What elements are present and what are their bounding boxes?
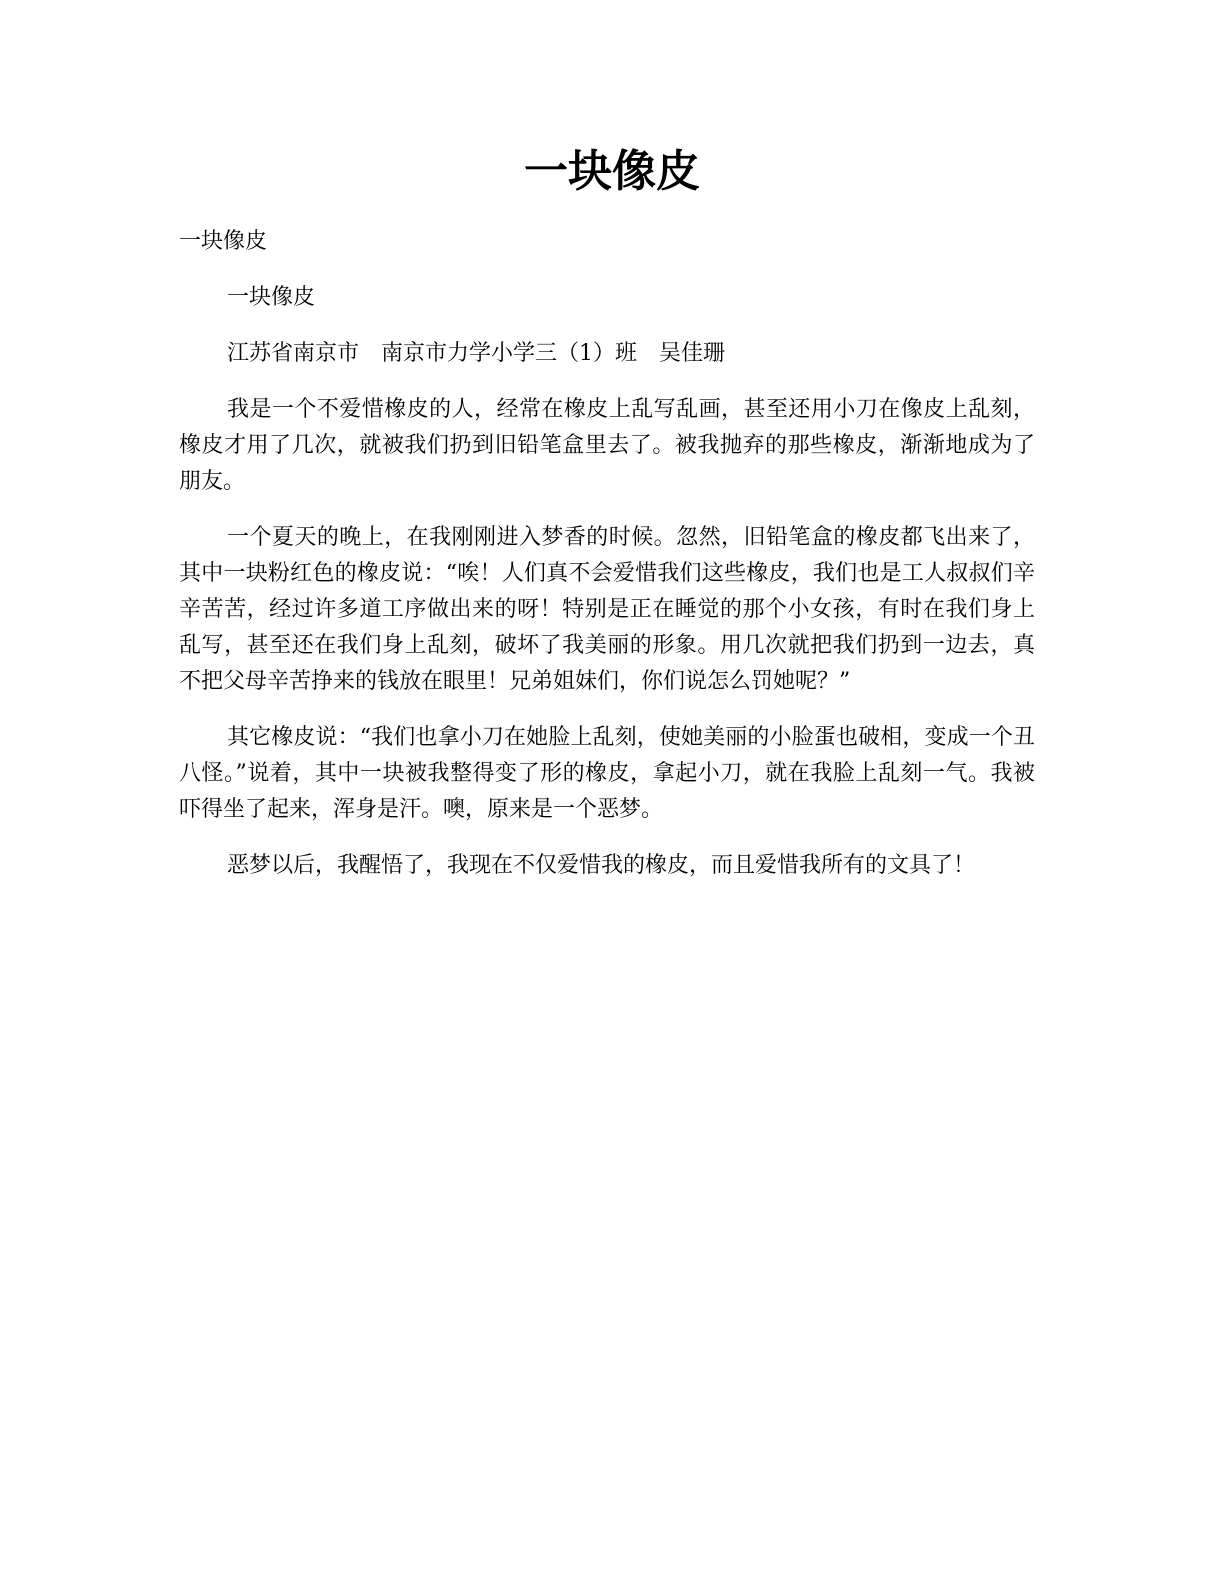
paragraph: 恶梦以后，我醒悟了，我现在不仅爱惜我的橡皮，而且爱惜我所有的文具了！ [227, 853, 976, 878]
document-body [179, 224, 1035, 904]
paragraph-author: 江苏省南京市 南京市力学小学三（1）班 吴佳珊 [227, 341, 725, 366]
paragraph: 我是一个不爱惜橡皮的人，经常在橡皮上乱写乱画，甚至还用小刀在像皮上乱刻，橡皮才用了几次，就被我们扔到旧铅笔盒里去了。被我抛弃的那些橡皮，渐渐地成为了朋友。 [179, 397, 1035, 494]
document-title: 一块像皮 [524, 146, 700, 197]
paragraph: 其它橡皮说：“我们也拿小刀在她脸上乱刻，使她美丽的小脸蛋也破相，变成一个丑八怪。”说着，其中一块被我整得变了形的橡皮，拿起小刀，就在我脸上乱刻一气。我被吓得坐了起来，浑身是汗。噢，原来是一个恶梦。 [179, 725, 1035, 822]
paragraph: 一个夏天的晚上，在我刚刚进入梦香的时候。忽然，旧铅笔盒的橡皮都飞出来了，其中一块粉红色的橡皮说：“唉！人们真不会爱惜我们这些橡皮，我们也是工人叔叔们辛辛苦苦，经过许多道工序做出来的呀！特别是正在睡觉的那个小女孩，有时在我们身上乱写，甚至还在我们身上乱刻，破坏了我美丽的形象。用几次就把我们扔到一边去，真不把父母辛苦挣来的钱放在眼里！兄弟姐妹们，你们说怎么罚她呢？” [179, 525, 1035, 694]
paragraph-heading: 一块像皮 [227, 285, 316, 310]
document-subtitle: 一块像皮 [179, 229, 268, 254]
